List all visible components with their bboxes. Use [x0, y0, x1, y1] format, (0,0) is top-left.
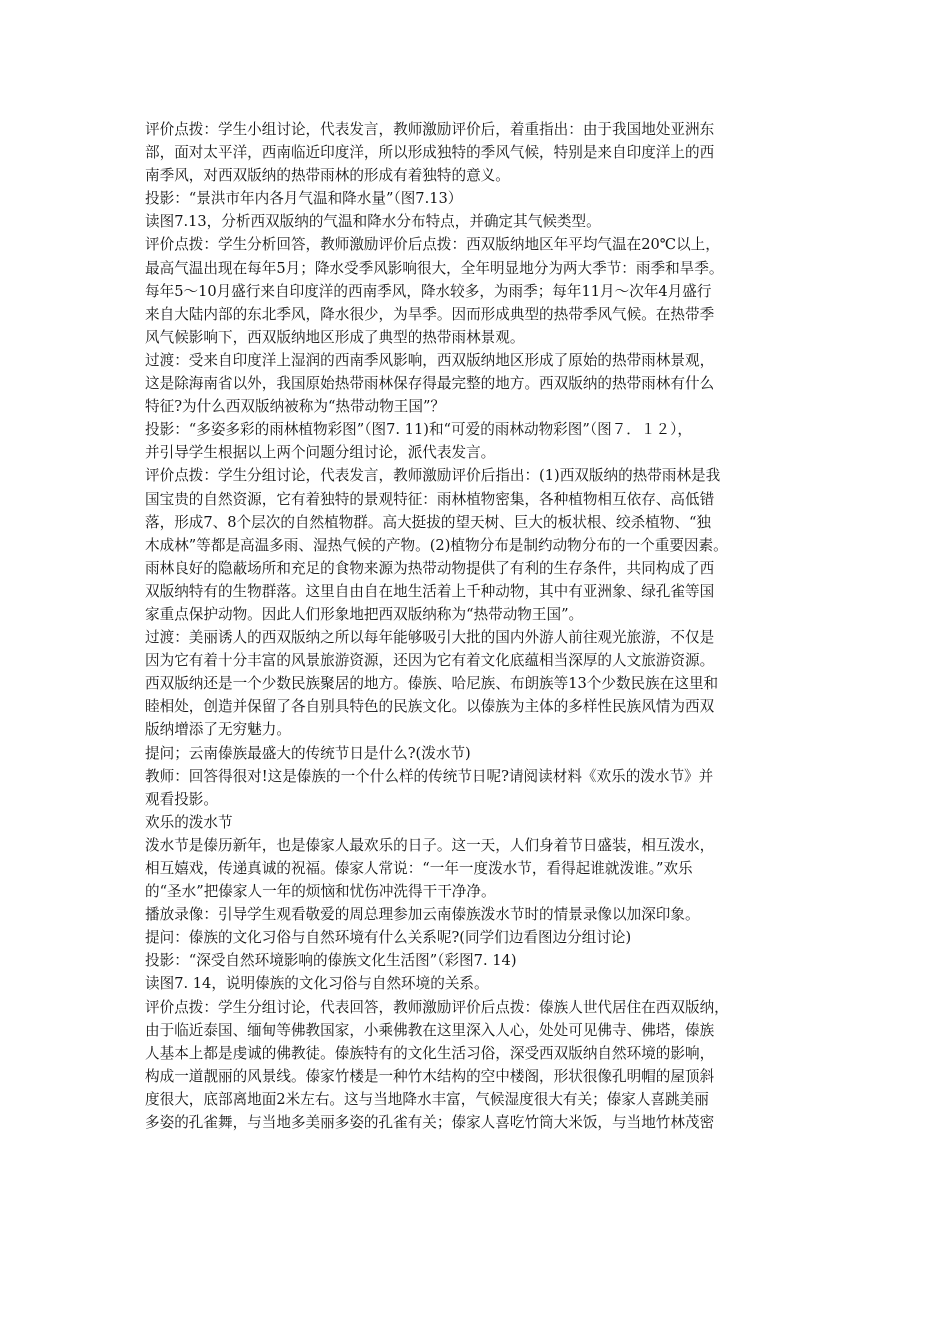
text-line: 的“圣水”把傣家人一年的烦恼和忧伤冲洗得干干净净。 [145, 883, 496, 901]
text-line: 提问；云南傣族最盛大的传统节日是什么?(泼水节) [145, 744, 471, 762]
text-line: 南季风，对西双版纳的热带雨林的形成有着独特的意义。 [145, 167, 510, 185]
text-line: 人基本上都是虔诚的佛教徒。傣族特有的文化生活习俗，深受西双版纳自然环境的影响， [145, 1044, 715, 1062]
text-line: 这是除海南省以外，我国原始热带雨林保存得最完整的地方。西双版纳的热带雨林有什么 [145, 375, 715, 393]
text-line: 过渡：美丽诱人的西双版纳之所以每年能够吸引大批的国内外游人前往观光旅游，不仅是 [145, 629, 715, 647]
text-line: 度很大，底部离地面2米左右。这与当地降水丰富，气候湿度很大有关；傣家人喜跳美丽 [145, 1090, 709, 1108]
text-line: 观看投影。 [145, 790, 218, 808]
text-line: 评价点拨：学生分组讨论，代表发言，教师激励评价后指出：(1)西双版纳的热带雨林是我 [145, 467, 721, 485]
text-line: 由于临近泰国、缅甸等佛教国家，小乘佛教在这里深入人心，处处可见佛寺、佛塔，傣族 [145, 1021, 715, 1039]
text-line: 雨林良好的隐蔽场所和充足的食物来源为热带动物提供了有利的生存条件，共同构成了西 [145, 559, 715, 577]
text-line: 国宝贵的自然资源，它有着独特的景观特征：雨林植物密集，各种植物相互依存、高低错 [145, 490, 715, 508]
text-line: 投影：“景洪市年内各月气温和降水量”（图7.13） [145, 190, 463, 208]
section-heading: 欢乐的泼水节 [145, 813, 233, 831]
text-line: 西双版纳还是一个少数民族聚居的地方。傣族、哈尼族、布朗族等13个少数民族在这里和 [145, 675, 719, 693]
text-line: 双版纳特有的生物群落。这里自由自在地生活着上千种动物，其中有亚洲象、绿孔雀等国 [145, 582, 715, 600]
text-line: 教师：回答得很对!这是傣族的一个什么样的传统节日呢?请阅读材料《欢乐的泼水节》并 [145, 767, 714, 785]
text-line: 最高气温出现在每年5月；降水受季风影响很大，全年明显地分为两大季节：雨季和旱季。 [145, 259, 724, 277]
text-line: 睦相处，创造并保留了各自别具特色的民族文化。以傣族为主体的多样性民族风情为西双 [145, 698, 715, 716]
text-line: 过渡：受来自印度洋上湿润的西南季风影响，西双版纳地区形成了原始的热带雨林景观， [145, 351, 715, 369]
text-line: 并引导学生根据以上两个问题分组讨论，派代表发言。 [145, 444, 496, 462]
text-line: 投影：“深受自然环境影响的傣族文化生活图”（彩图7. 14) [145, 952, 517, 970]
text-line: 版纳增添了无穷魅力。 [145, 721, 291, 739]
document-body [145, 118, 821, 1134]
text-line: 部，面对太平洋，西南临近印度洋，所以形成独特的季风气候，特别是来自印度洋上的西 [145, 144, 715, 162]
text-line: 特征?为什么西双版纳被称为“热带动物王国”？ [145, 398, 446, 416]
text-line: 木成林”等都是高温多雨、湿热气候的产物。(2)植物分布是制约动物分布的一个重要因素。 [145, 536, 728, 554]
text-line: 评价点拨：学生分析回答，教师激励评价后点拨：西双版纳地区年平均气温在20℃以上， [145, 236, 720, 254]
text-line: 因为它有着十分丰富的风景旅游资源，还因为它有着文化底蕴相当深厚的人文旅游资源。 [145, 652, 715, 670]
text-line: 多姿的孔雀舞，与当地多美丽多姿的孔雀有关；傣家人喜吃竹筒大米饭，与当地竹林茂密 [145, 1114, 715, 1132]
text-line: 构成一道靓丽的风景线。傣家竹楼是一种竹木结构的空中楼阁，形状很像孔明帽的屋顶斜 [145, 1067, 715, 1085]
text-line: 落，形成7、8个层次的自然植物群。高大挺拔的望天树、巨大的板状根、绞杀植物、“独 [145, 513, 712, 531]
text-line: 风气候影响下，西双版纳地区形成了典型的热带雨林景观。 [145, 328, 525, 346]
text-line: 读图7.13，分析西双版纳的气温和降水分布特点，并确定其气候类型。 [145, 213, 601, 231]
text-line: 家重点保护动物。因此人们形象地把西双版纳称为“热带动物王国”。 [145, 605, 584, 623]
text-line: 播放录像：引导学生观看敬爱的周总理参加云南傣族泼水节时的情景录像以加深印象。 [145, 906, 700, 924]
text-line: 泼水节是傣历新年，也是傣家人最欢乐的日子。这一天，人们身着节日盛装，相互泼水， [145, 836, 715, 854]
text-line: 读图7. 14，说明傣族的文化习俗与自然环境的关系。 [145, 975, 489, 993]
text-line: 每年5～10月盛行来自印度洋的西南季风，降水较多，为雨季；每年11月～次年4月盛行 [145, 282, 712, 300]
text-line: 评价点拨：学生小组讨论，代表发言，教师激励评价后，着重指出：由于我国地处亚洲东 [145, 121, 715, 138]
text-line: 评价点拨：学生分组讨论，代表回答，教师激励评价后点拨：傣族人世代居住在西双版纳， [145, 998, 729, 1016]
text-line: 投影：“多姿多彩的雨林植物彩图”（图7. 11)和“可爱的雨林动物彩图”（图７．１２）， [145, 421, 692, 439]
text-line: 提问：傣族的文化习俗与自然环境有什么关系呢?(同学们边看图边分组讨论) [145, 929, 632, 947]
text-line: 相互嬉戏，传递真诚的祝福。傣家人常说：“一年一度泼水节，看得起谁就泼谁。”欢乐 [145, 860, 693, 877]
text-line: 来自大陆内部的东北季风，降水很少，为旱季。因而形成典型的热带季风气候。在热带季 [145, 305, 715, 323]
